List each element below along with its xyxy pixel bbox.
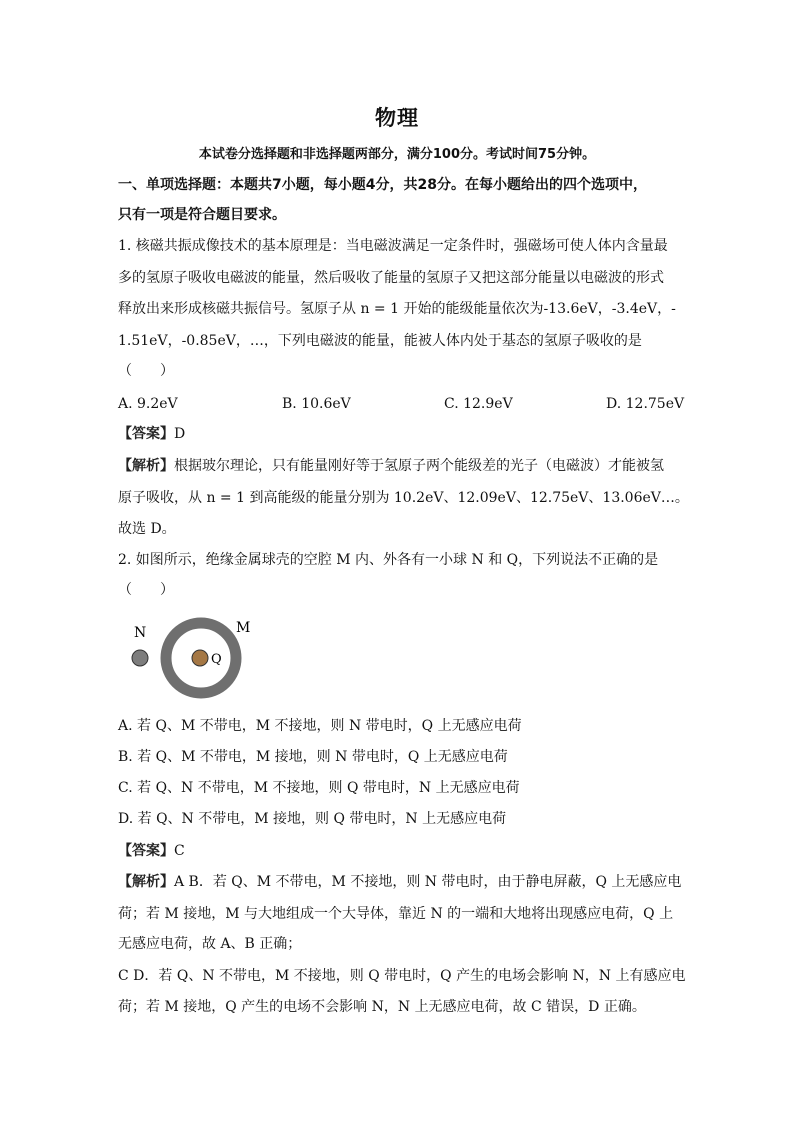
q1-paren: （ ）	[118, 363, 174, 379]
section-heading-line-1: 一、单项选择题：本题共7小题，每小题4分，共28分。在每小题给出的四个选项中，	[118, 177, 647, 193]
q2-option-c: C. 若 Q、N 不带电，M 不接地，则 Q 带电时，N 上无感应电荷	[118, 780, 520, 796]
q2-option-d: D. 若 Q、N 不带电，M 接地，则 Q 带电时，N 上无感应电荷	[118, 811, 507, 827]
q2-analysis-line-3: 无感应电荷，故 A、B 正确；	[118, 936, 302, 952]
label-m: M	[236, 620, 251, 636]
q1-line-1: 1. 核磁共振成像技术的基本原理是：当电磁波满足一定条件时，强磁场可使人体内含量最	[118, 238, 668, 254]
exam-subtitle: 本试卷分选择题和非选择题两部分，满分100分。考试时间75分钟。	[198, 147, 596, 162]
q2-analysis-line-1	[118, 872, 682, 892]
q2-answer	[118, 841, 678, 861]
q1-answer	[118, 424, 678, 444]
answer-value: C	[174, 843, 185, 859]
answer-label: 【答案】	[118, 426, 174, 442]
q1-line-4: 1.51eV，-0.85eV，…，下列电磁波的能量，能被人体内处于基态的氢原子吸收的是	[118, 333, 642, 349]
q2-option-b: B. 若 Q、M 不带电，M 接地，则 N 带电时，Q 上无感应电荷	[118, 749, 508, 765]
analysis-text: A B．若 Q、M 不带电，M 不接地，则 N 带电时，由于静电屏蔽，Q 上无感应电	[174, 874, 682, 890]
shell-diagram	[126, 616, 266, 706]
q1-analysis-line-3: 故选 D。	[118, 521, 176, 537]
answer-value: D	[174, 426, 186, 442]
answer-label: 【答案】	[118, 843, 174, 859]
analysis-label: 【解析】	[118, 874, 174, 890]
q2-analysis-line-2: 荷；若 M 接地，M 与大地组成一个大导体，靠近 N 的一端和大地将出现感应电荷，Q 上	[118, 906, 674, 922]
analysis-text: 根据玻尔理论，只有能量刚好等于氢原子两个能级差的光子（电磁波）才能被氢	[174, 458, 664, 474]
q1-option-d: D. 12.75eV	[606, 396, 685, 412]
q1-option-a: A. 9.2eV	[118, 396, 178, 412]
q1-option-b: B. 10.6eV	[282, 396, 351, 412]
q1-analysis-line-2: 原子吸收，从 n = 1 到高能级的能量分别为 10.2eV、12.09eV、12.75eV、13.06eV…。	[118, 490, 689, 506]
q1-line-2: 多的氢原子吸收电磁波的能量，然后吸收了能量的氢原子又把这部分能量以电磁波的形式	[118, 270, 664, 286]
analysis-label: 【解析】	[118, 458, 174, 474]
page-title: 物理	[375, 106, 419, 130]
section-heading-line-2: 只有一项是符合题目要求。	[118, 207, 286, 223]
label-q: Q	[211, 652, 222, 667]
ball-q	[192, 650, 208, 666]
label-n: N	[134, 625, 147, 641]
q2-figure	[126, 616, 266, 706]
q2-analysis-line-4: C D．若 Q、N 不带电，M 不接地，则 Q 带电时，Q 产生的电场会影响 N，N 上有感应电	[118, 968, 686, 984]
q1-analysis-line-1	[118, 456, 678, 476]
q2-option-a: A. 若 Q、M 不带电，M 不接地，则 N 带电时，Q 上无感应电荷	[118, 718, 522, 734]
ball-n	[132, 650, 148, 666]
q2-line-1: 2. 如图所示，绝缘金属球壳的空腔 M 内、外各有一小球 N 和 Q，下列说法不正确的是	[118, 552, 659, 568]
q1-option-c: C. 12.9eV	[444, 396, 513, 412]
q1-line-3: 释放出来形成核磁共振信号。氢原子从 n = 1 开始的能级能量依次为-13.6eV，-3.4eV，-	[118, 301, 676, 317]
q2-paren: （ ）	[118, 582, 174, 598]
q2-analysis-line-5: 荷；若 M 接地，Q 产生的电场不会影响 N，N 上无感应电荷，故 C 错误，D 正确。	[118, 999, 646, 1015]
